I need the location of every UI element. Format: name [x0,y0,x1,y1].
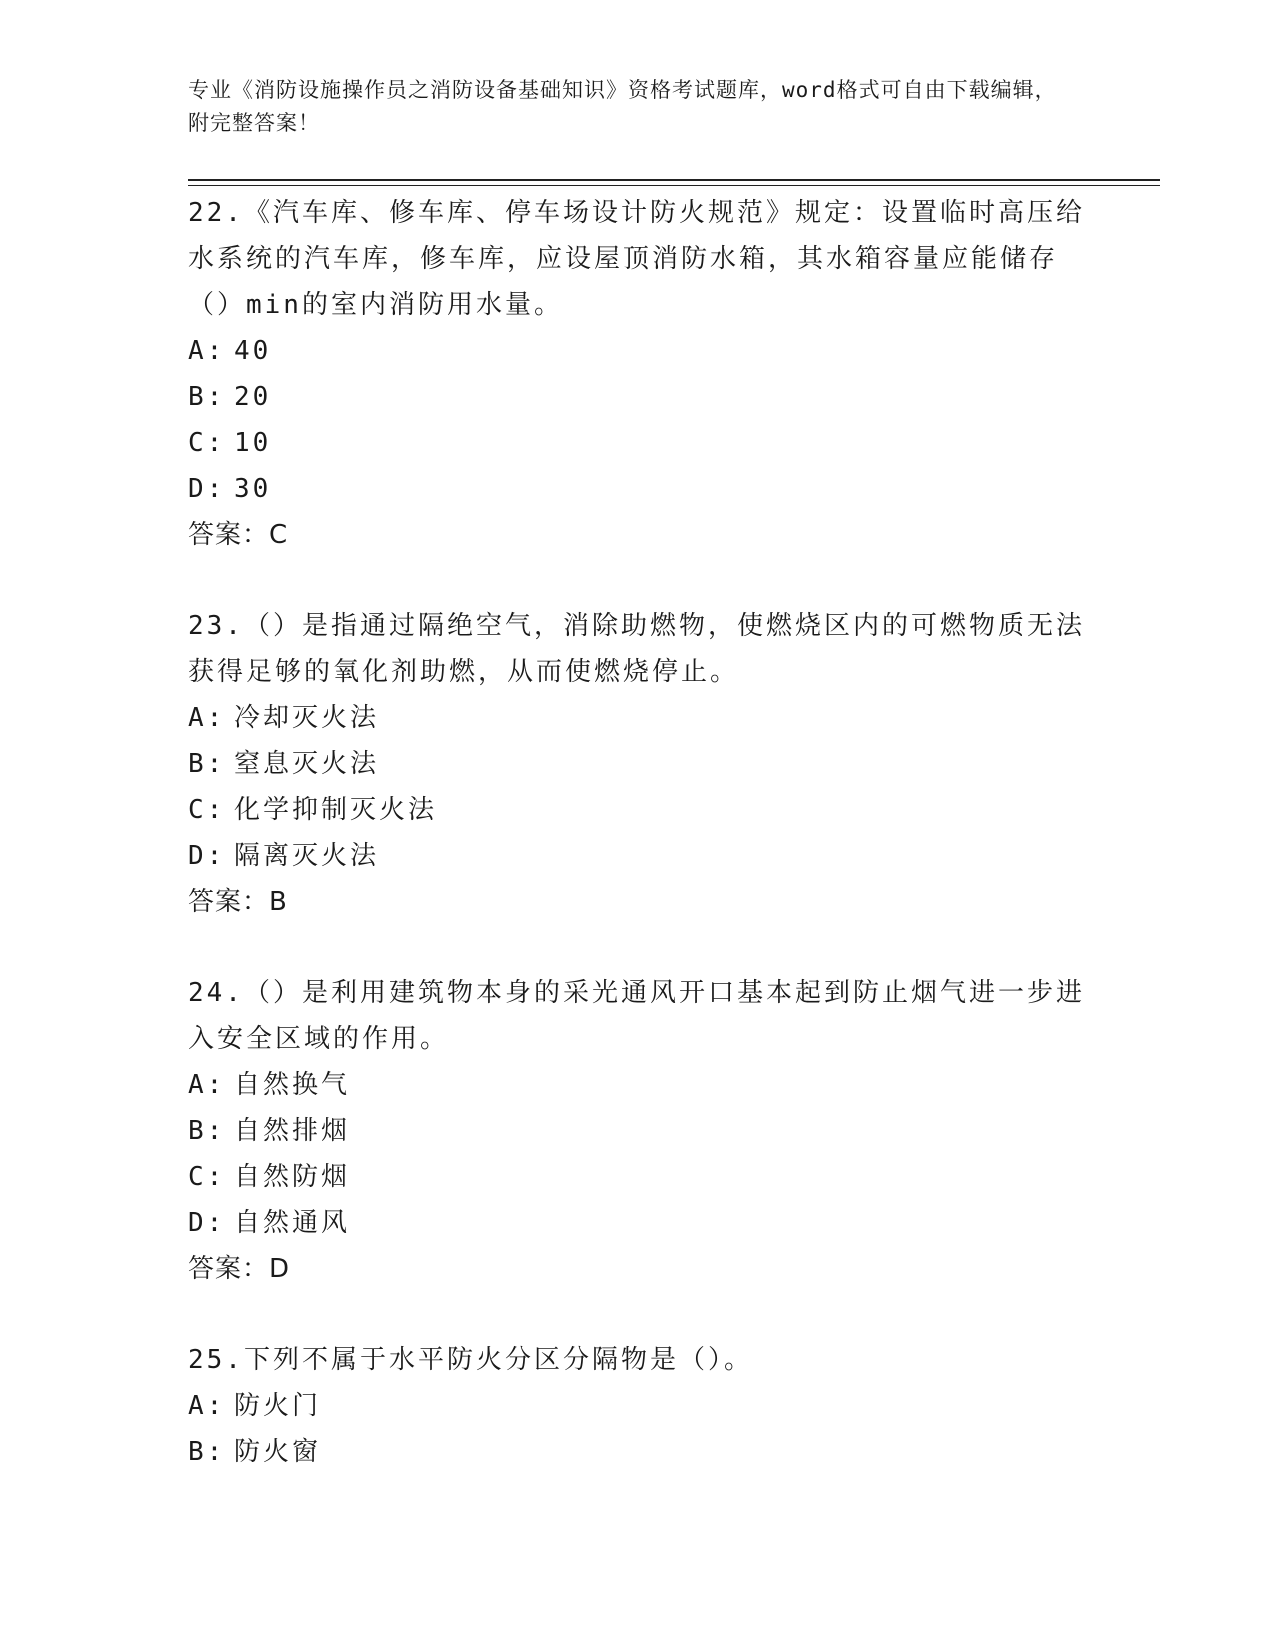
option-c [188,420,1088,466]
option-text: 防火窗 [234,1437,322,1467]
option-text: 冷却灭火法 [234,703,380,733]
option-text: 自然通风 [234,1208,351,1238]
question-25 [188,1337,1088,1475]
option-key: A: [188,336,226,366]
option-key: B: [188,1116,226,1146]
option-text: 20 [234,382,272,412]
option-key: D: [188,841,226,871]
question-stem: 22.《汽车库、修车库、停车场设计防火规范》规定：设置临时高压给水系统的汽车库，修车库，应设屋顶消防水箱，其水箱容量应能储存（）min的室内消防用水量。 [188,198,1085,320]
option-key: B: [188,749,226,779]
option-d [188,466,1088,512]
header-rule-thick [188,179,1160,181]
option-d [188,1200,1088,1246]
option-text: 30 [234,474,272,504]
option-key: C: [188,428,226,458]
question-24 [188,970,1088,1292]
document-header: 专业《消防设施操作员之消防设备基础知识》资格考试题库，word格式可自由下载编辑，附完整答案！ [188,78,1057,135]
option-b [188,741,1088,787]
option-key: D: [188,1208,226,1238]
question-stem: 24.（）是利用建筑物本身的采光通风开口基本起到防止烟气进一步进入安全区域的作用。 [188,978,1085,1054]
answer-line: 答案：C [188,520,289,550]
option-text: 40 [234,336,272,366]
option-a [188,328,1088,374]
option-key: B: [188,382,226,412]
option-key: A: [188,703,226,733]
option-key: D: [188,474,226,504]
option-text: 自然防烟 [234,1162,351,1192]
option-text: 自然换气 [234,1070,351,1100]
option-key: A: [188,1070,226,1100]
question-stem: 23.（）是指通过隔绝空气，消除助燃物，使燃烧区内的可燃物质无法获得足够的氧化剂助燃，从而使燃烧停止。 [188,611,1085,687]
option-b [188,1108,1088,1154]
question-list [188,190,1088,1475]
option-text: 10 [234,428,272,458]
option-c [188,787,1088,833]
option-a [188,1383,1088,1429]
option-text: 自然排烟 [234,1116,351,1146]
option-text: 隔离灭火法 [234,841,380,871]
option-key: C: [188,1162,226,1192]
question-stem: 25.下列不属于水平防火分区分隔物是（）。 [188,1345,753,1375]
option-b [188,374,1088,420]
option-text: 化学抑制灭火法 [234,795,438,825]
option-c [188,1154,1088,1200]
option-key: B: [188,1437,226,1467]
option-text: 防火门 [234,1391,322,1421]
header-rule-thin [188,185,1160,186]
option-text: 窒息灭火法 [234,749,380,779]
option-key: C: [188,795,226,825]
question-23 [188,603,1088,925]
question-22 [188,190,1088,558]
option-d [188,833,1088,879]
option-a [188,1062,1088,1108]
option-a [188,695,1088,741]
option-b [188,1429,1088,1475]
option-key: A: [188,1391,226,1421]
answer-line: 答案：D [188,1254,291,1284]
answer-line: 答案：B [188,887,288,917]
